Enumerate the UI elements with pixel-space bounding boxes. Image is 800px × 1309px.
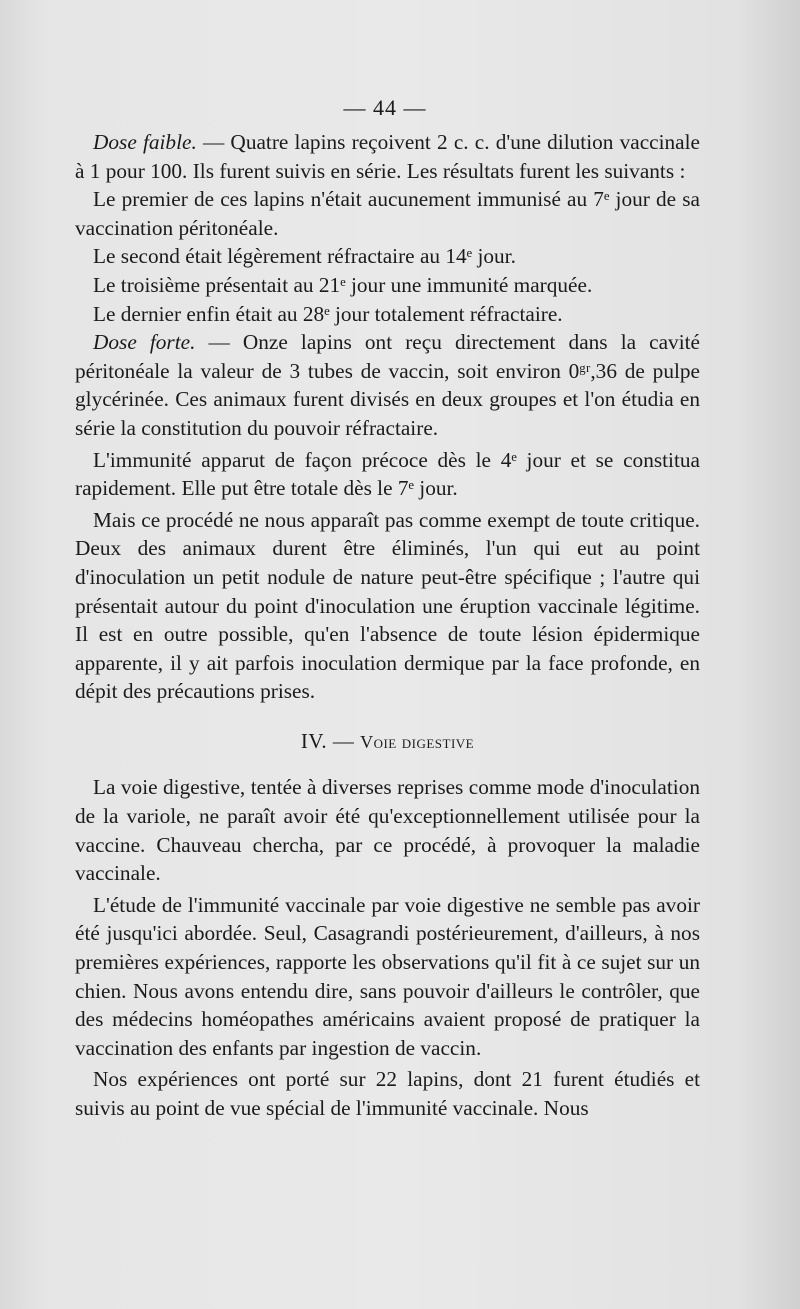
section-title: Voie digestive bbox=[360, 731, 475, 752]
paragraph-text: L'immunité apparut de façon précoce dès le 4ᵉ jour et se constitua rapidement. Elle put être totale dès le 7ᵉ jour. bbox=[75, 447, 700, 501]
section-numeral: IV. — bbox=[300, 728, 355, 753]
paragraph-text: La voie digestive, tentée à diverses reprises comme mode d'inoculation de la variole, ne paraît avoir été qu'exceptionnellement utilisée pour la vaccine. Chauveau chercha, par ce procédé, à provoquer la maladie vaccinale. bbox=[75, 775, 700, 886]
paragraph bbox=[75, 506, 700, 706]
paragraph bbox=[75, 185, 700, 242]
paragraph bbox=[75, 328, 700, 442]
paragraph-text: Mais ce procédé ne nous apparaît pas comme exempt de toute critique. Deux des animaux durent être éliminés, l'un qui eut au point d'inoculation un petit nodule de nature peut-être spécifique ; l'autre qui présentait autour du point d'inoculation une éruption vaccinale légitime. Il est en outre possible, qu'en l'absence de toute lésion épidermique apparente, il y ait parfois inoculation dermique par la face profonde, en dépit des précautions prises. bbox=[75, 507, 700, 704]
paragraph-text: — Quatre lapins reçoivent 2 c. c. d'une dilution vaccinale à 1 pour 100. Ils furent suivis en série. Les résultats furent les suivants : bbox=[75, 130, 700, 183]
paragraph-label: Dose forte. bbox=[93, 330, 196, 355]
paragraph-text: Nos expériences ont porté sur 22 lapins, dont 21 furent étudiés et suivis au point de vue spécial de l'immunité vaccinale. Nous bbox=[75, 1067, 700, 1120]
paragraph-text: Le premier de ces lapins n'était aucunement immunisé au 7ᵉ jour de sa vaccination péritonéale. bbox=[75, 187, 700, 240]
paragraph-text: Le troisième présentait au 21ᵉ jour une immunité marquée. bbox=[93, 272, 593, 297]
paragraph-text: Le dernier enfin était au 28ᵉ jour totalement réfractaire. bbox=[93, 301, 563, 326]
paragraph-text: L'étude de l'immunité vaccinale par voie digestive ne semble pas avoir été jusqu'ici abordée. Seul, Casagrandi postérieurement, d'ailleurs, à nos premières expériences, rapporte les observations qu'il fit à ce sujet sur un chien. Nous avons entendu dire, sans pouvoir d'ailleurs le contrôler, que des médecins homéopathes américains avaient proposé de pratiquer la vaccination des enfants par ingestion de vaccin. bbox=[75, 892, 700, 1060]
paragraph bbox=[75, 271, 700, 300]
body-text bbox=[75, 128, 700, 1123]
paragraph bbox=[75, 891, 700, 1063]
paragraph-label: Dose faible. bbox=[93, 130, 197, 154]
paragraph bbox=[75, 1065, 700, 1122]
paragraph bbox=[75, 242, 700, 271]
paragraph bbox=[75, 773, 700, 887]
page-number: — 44 — bbox=[343, 95, 427, 120]
paragraph-text: — Onze lapins ont reçu directement dans la cavité péritonéale la valeur de 3 tubes de vaccin, soit environ 0ᵍʳ,36 de pulpe glycérinée. Ces animaux furent divisés en deux groupes et l'on étudia en série la constitution du pouvoir réfractaire. bbox=[75, 330, 700, 440]
paragraph bbox=[75, 300, 700, 329]
section-heading bbox=[75, 727, 700, 757]
paragraph-text: Le second était légèrement réfractaire au 14ᵉ jour. bbox=[93, 244, 516, 269]
paragraph bbox=[75, 128, 700, 185]
paragraph bbox=[75, 446, 700, 503]
